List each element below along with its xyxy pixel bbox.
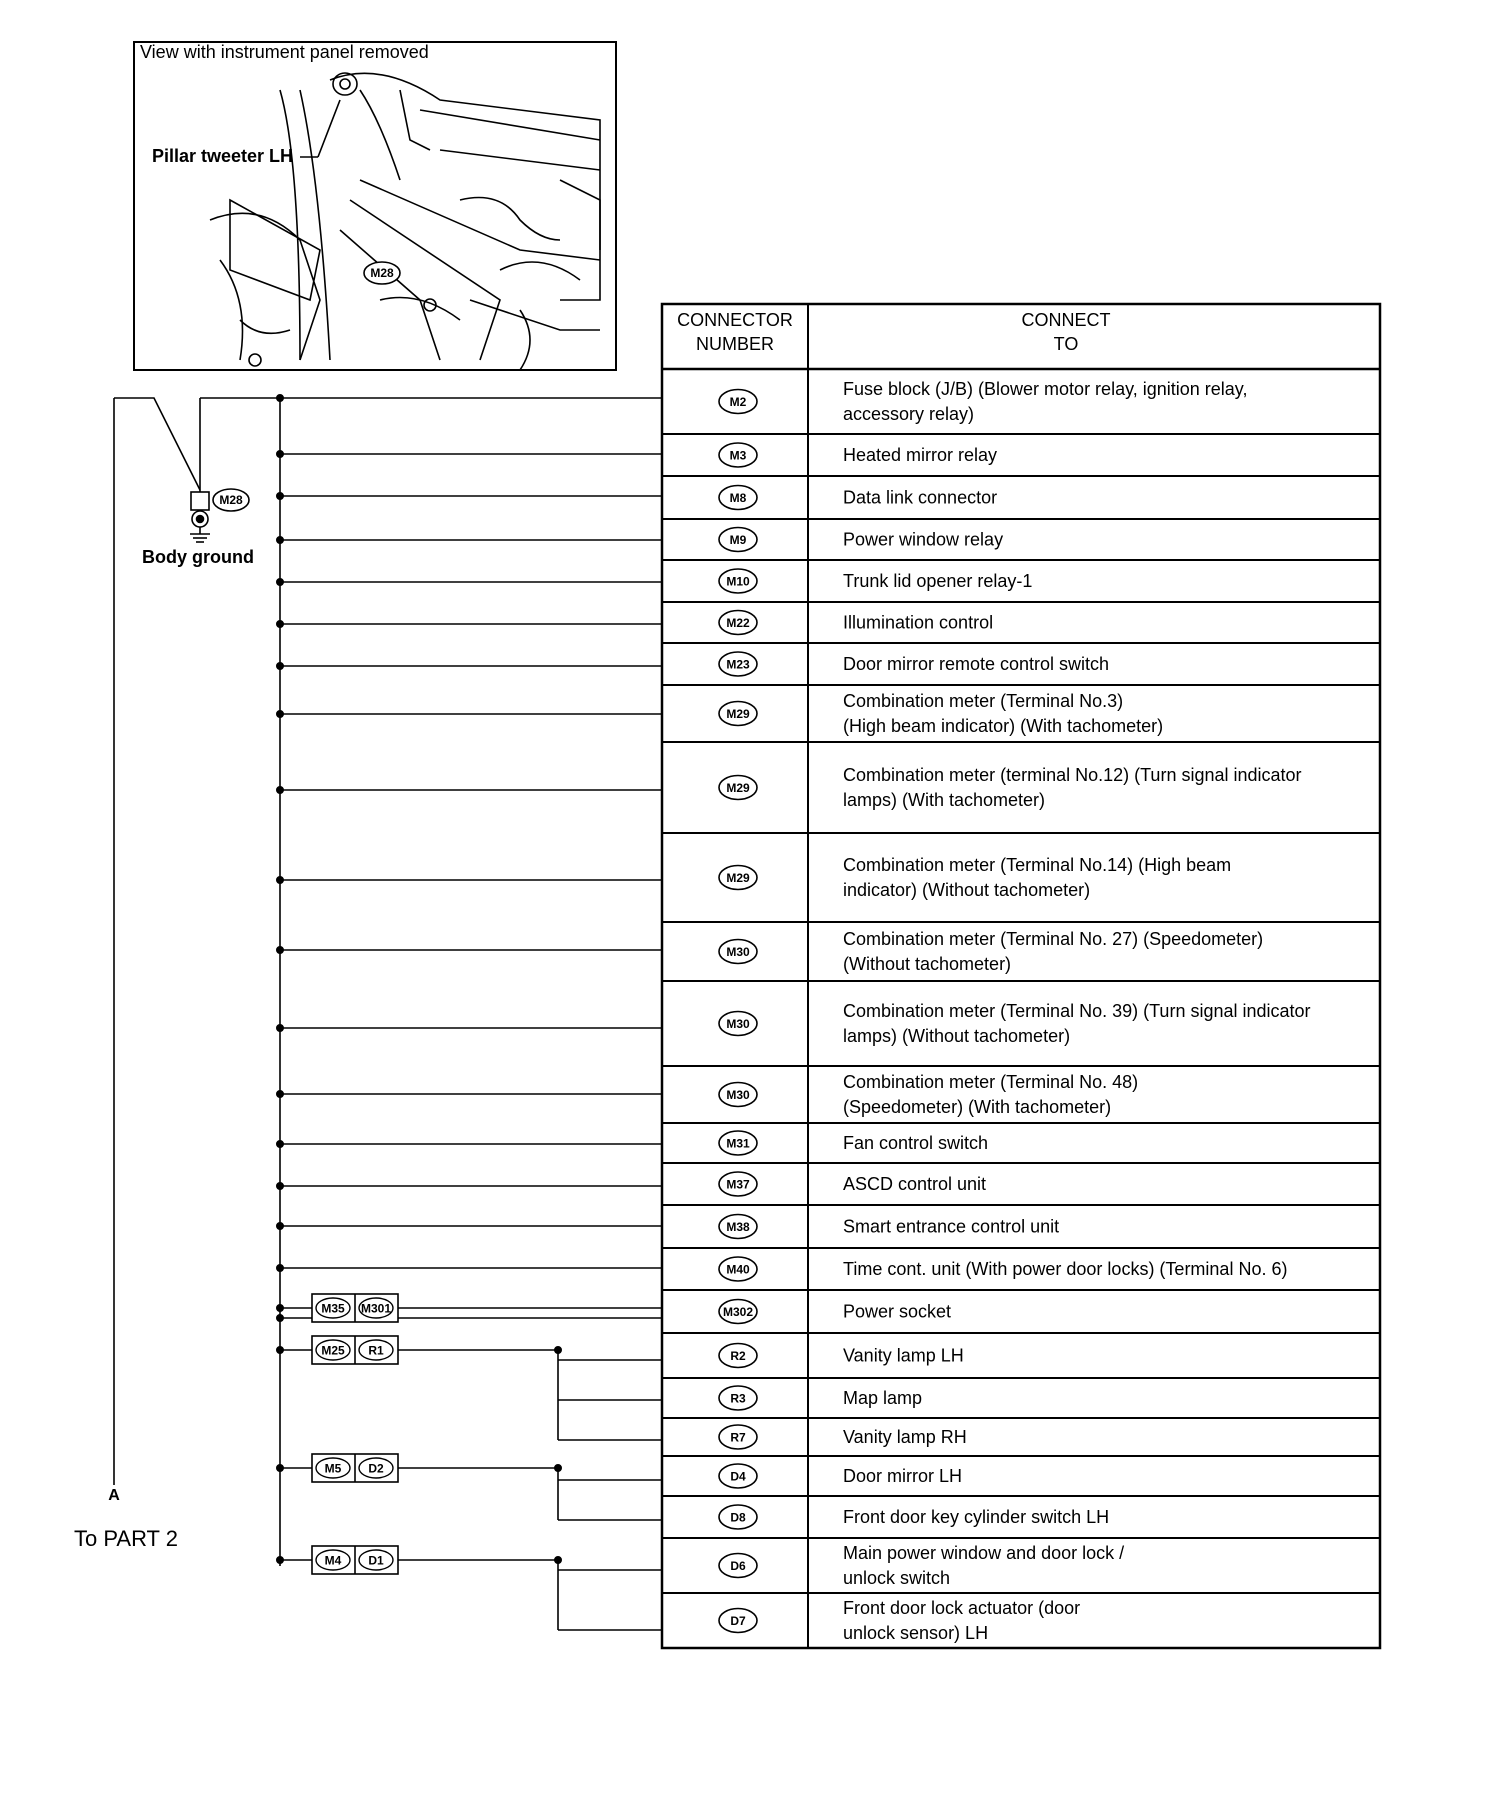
connector-number: R7 bbox=[730, 1430, 746, 1445]
splice-dot bbox=[277, 877, 283, 883]
table-row bbox=[719, 765, 1302, 810]
table-row bbox=[719, 1257, 1287, 1281]
table-row bbox=[719, 1505, 1109, 1529]
connector-number: M22 bbox=[726, 616, 750, 630]
table-row bbox=[719, 379, 1247, 424]
connector-number: R3 bbox=[730, 1391, 746, 1406]
table-row bbox=[719, 1215, 1059, 1239]
pillar-tweeter-label: Pillar tweeter LH bbox=[152, 146, 294, 166]
junction-connector-pair bbox=[312, 1546, 398, 1574]
splice-dot bbox=[277, 1305, 283, 1311]
connect-to-text: (High beam indicator) (With tachometer) bbox=[843, 716, 1164, 736]
connect-to-text: Power window relay bbox=[843, 529, 1004, 550]
splice-dot bbox=[277, 1347, 283, 1353]
connect-to-text: (Speedometer) (With tachometer) bbox=[843, 1097, 1112, 1117]
splice-dot bbox=[277, 1091, 283, 1097]
table-row bbox=[719, 1543, 1124, 1588]
splice-dot bbox=[277, 1465, 283, 1471]
splice-dot bbox=[277, 395, 283, 401]
connector-number: M31 bbox=[726, 1136, 750, 1151]
junction-connector-pair bbox=[312, 1454, 398, 1482]
junction-label-b: D2 bbox=[368, 1461, 384, 1476]
table-row bbox=[719, 1386, 922, 1410]
connect-to-text: Heated mirror relay bbox=[843, 445, 998, 465]
table-header bbox=[677, 310, 1110, 354]
connect-to-text: Vanity lamp RH bbox=[843, 1427, 967, 1447]
connect-to-text: ASCD control unit bbox=[843, 1174, 987, 1194]
connector-number: M30 bbox=[726, 1088, 750, 1102]
connect-to-text: Door mirror LH bbox=[843, 1466, 963, 1486]
table-row bbox=[719, 1598, 1080, 1643]
table-row bbox=[719, 1425, 967, 1449]
connect-to-text: Trunk lid opener relay-1 bbox=[843, 571, 1033, 591]
connector-number: M30 bbox=[726, 1017, 750, 1031]
connect-to-text: Fan control switch bbox=[843, 1133, 989, 1153]
junction-label-a: M25 bbox=[321, 1343, 345, 1358]
connect-to-text: Combination meter (terminal No.12) (Turn signal indicator bbox=[843, 765, 1302, 785]
connect-to-text: Main power window and door lock / bbox=[843, 1543, 1125, 1563]
splice-dot bbox=[277, 947, 283, 953]
ground-connector-label: M28 bbox=[219, 493, 243, 507]
table-row bbox=[719, 486, 997, 510]
connect-to-text: Power socket bbox=[843, 1301, 952, 1322]
connect-to-text: unlock sensor) LH bbox=[843, 1623, 989, 1643]
junction-label-b: R1 bbox=[368, 1343, 384, 1358]
connector-number: M37 bbox=[726, 1177, 750, 1192]
table-row bbox=[719, 569, 1032, 593]
splice-dot bbox=[277, 451, 283, 457]
connect-to-text: Front door lock actuator (door bbox=[843, 1598, 1081, 1618]
table-row bbox=[719, 691, 1163, 736]
connector-number: M8 bbox=[729, 491, 747, 505]
connector-number: M29 bbox=[726, 707, 750, 721]
table-row bbox=[719, 929, 1263, 974]
splice-dot bbox=[277, 1025, 283, 1031]
table-row bbox=[719, 652, 1109, 676]
splice-dot bbox=[277, 493, 283, 499]
connect-to-text: lamps) (With tachometer) bbox=[843, 790, 1046, 810]
connect-to-text: Data link connector bbox=[843, 487, 998, 508]
connector-number: M2 bbox=[729, 395, 747, 409]
splice-dot bbox=[277, 537, 283, 543]
header-connect-line1: CONNECT bbox=[1021, 310, 1111, 330]
body-ground bbox=[190, 398, 249, 542]
junction-label-a: M5 bbox=[324, 1461, 342, 1476]
connector-number: M40 bbox=[726, 1262, 750, 1277]
connector-table bbox=[662, 304, 1380, 1648]
connector-number: D4 bbox=[730, 1469, 746, 1484]
connector-number: D7 bbox=[730, 1614, 746, 1628]
splice-dot bbox=[277, 1557, 283, 1563]
connect-to-text: Illumination control bbox=[843, 612, 994, 633]
connector-number: M23 bbox=[726, 657, 750, 672]
table-row bbox=[719, 1072, 1138, 1117]
splice-dot bbox=[277, 663, 283, 669]
figure-connector-label: M28 bbox=[370, 266, 394, 280]
connect-to-text: accessory relay) bbox=[843, 404, 975, 424]
splice-dot bbox=[277, 579, 283, 585]
figure-connector-badge bbox=[364, 262, 400, 284]
connect-to-text: Time cont. unit (With power door locks) (Terminal No. 6) bbox=[843, 1259, 1288, 1279]
splice-dot bbox=[277, 1223, 283, 1229]
ground-feed bbox=[114, 398, 200, 490]
splice-dot bbox=[277, 1141, 283, 1147]
junction-connector-pair bbox=[312, 1294, 398, 1322]
figure-caption: View with instrument panel removed bbox=[140, 42, 429, 62]
connector-number: M10 bbox=[726, 574, 750, 589]
connect-to-text: Combination meter (Terminal No.3) bbox=[843, 691, 1124, 711]
connect-to-text: Combination meter (Terminal No.14) (High beam bbox=[843, 855, 1232, 875]
splice-dot bbox=[277, 711, 283, 717]
connector-number: M30 bbox=[726, 945, 750, 959]
splice-dot bbox=[277, 787, 283, 793]
connect-to-text: Front door key cylinder switch LH bbox=[843, 1507, 1110, 1527]
connector-number: R2 bbox=[730, 1349, 746, 1363]
table-row bbox=[719, 1131, 988, 1155]
connect-to-text: (Without tachometer) bbox=[843, 954, 1012, 974]
connect-to-text: Smart entrance control unit bbox=[843, 1216, 1060, 1237]
connect-to-text: unlock switch bbox=[843, 1568, 951, 1588]
table-row bbox=[719, 1344, 964, 1368]
table-row bbox=[719, 1464, 962, 1488]
body-ground-label: Body ground bbox=[142, 547, 254, 567]
connect-to-text: Fuse block (J/B) (Blower motor relay, ignition relay, bbox=[843, 379, 1248, 399]
instrument-panel-illustration bbox=[134, 42, 616, 370]
junction-connector-pair bbox=[312, 1336, 398, 1364]
connect-to-text: Door mirror remote control switch bbox=[843, 654, 1110, 674]
connect-to-text: Combination meter (Terminal No. 48) bbox=[843, 1072, 1139, 1092]
connector-number: M29 bbox=[726, 781, 750, 795]
header-connector-line2: NUMBER bbox=[695, 334, 775, 354]
table-row bbox=[719, 528, 1003, 552]
connect-to-text: Map lamp bbox=[843, 1388, 923, 1408]
connect-to-text: Combination meter (Terminal No. 27) (Speedometer) bbox=[843, 929, 1264, 949]
table-row bbox=[719, 855, 1231, 900]
connector-number: M302 bbox=[722, 1305, 754, 1319]
junction-label-a: M4 bbox=[324, 1553, 342, 1568]
header-connector-line1: CONNECTOR bbox=[677, 310, 793, 330]
connector-number: D6 bbox=[730, 1559, 746, 1573]
table-row bbox=[719, 611, 993, 635]
splice-dot bbox=[277, 1183, 283, 1189]
table-row bbox=[719, 1172, 986, 1196]
connector-number: M3 bbox=[729, 448, 747, 463]
offpage-connector bbox=[96, 398, 132, 1516]
connect-to-text: lamps) (Without tachometer) bbox=[843, 1026, 1071, 1046]
table-row bbox=[719, 1300, 951, 1324]
splice-dot bbox=[277, 621, 283, 627]
connector-number: M9 bbox=[729, 533, 747, 547]
connect-to-text: indicator) (Without tachometer) bbox=[843, 880, 1091, 900]
connector-number: D8 bbox=[730, 1510, 746, 1525]
junction-label-b: M301 bbox=[360, 1301, 392, 1316]
splice-dot bbox=[277, 1265, 283, 1271]
table-row bbox=[719, 443, 997, 467]
junction-label-b: D1 bbox=[368, 1553, 384, 1568]
junction-label-a: M35 bbox=[321, 1301, 345, 1316]
connector-number: M38 bbox=[726, 1220, 750, 1234]
header-connect-line2: TO bbox=[1053, 334, 1079, 354]
splice-dot bbox=[277, 1315, 283, 1321]
offpage-symbol: A bbox=[108, 1487, 120, 1504]
connect-to-text: Vanity lamp LH bbox=[843, 1345, 964, 1366]
connector-number: M29 bbox=[726, 871, 750, 885]
offpage-label: To PART 2 bbox=[74, 1526, 178, 1551]
connect-to-text: Combination meter (Terminal No. 39) (Turn signal indicator bbox=[843, 1001, 1311, 1021]
